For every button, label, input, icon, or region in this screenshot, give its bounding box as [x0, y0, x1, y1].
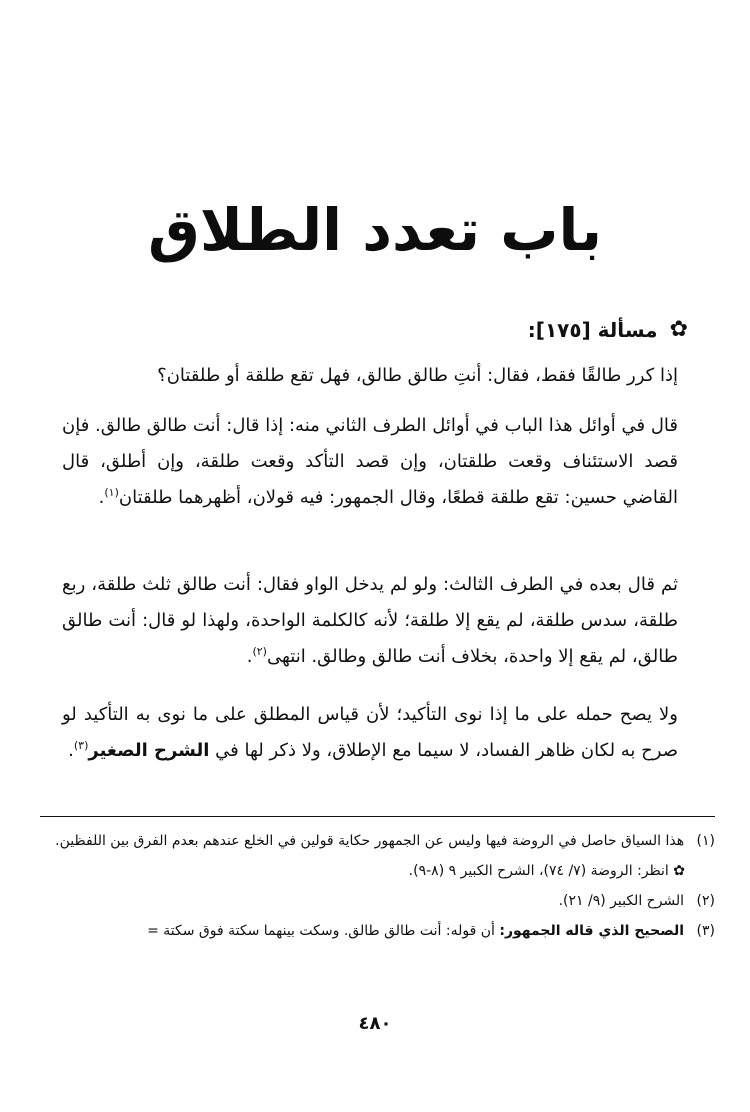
- footnote-bold-text: الصحيح الذي قاله الجمهور:: [499, 923, 685, 939]
- paragraph-question: [62, 358, 678, 394]
- flower-icon: ✿: [673, 863, 685, 879]
- page-number: ٤٨٠: [358, 1013, 392, 1034]
- footnotes: [40, 826, 715, 946]
- book-title: الشرح الصغير: [88, 740, 210, 761]
- paragraph-quote-1: [62, 408, 678, 516]
- footnote-number: (٢): [696, 893, 715, 909]
- footnote-ref: (٣): [73, 739, 89, 752]
- footnote-2: [40, 886, 715, 916]
- footnote-number: (١): [696, 833, 715, 849]
- continuation-mark: =: [147, 923, 159, 939]
- footnote-divider: [40, 816, 715, 817]
- paragraph-text: قال في أوائل هذا الباب في أوائل الطرف الثاني منه: إذا قال: أنت طالق طالق. فإن قصد الاستئناف وقعت طلقتان، وإن قصد التأكد وقعت طلقة، وإن أطلق، قال القاضي حسين: تقع طلقة قطعًا، وقال الجمهور: فيه قولان، أظهرهما طلقتان: [62, 415, 678, 508]
- paragraph-commentary: [62, 697, 678, 769]
- issue-label: مسألة [١٧٥]:: [527, 318, 658, 342]
- footnote-number: (٣): [696, 923, 715, 939]
- footnote-1: [40, 826, 715, 856]
- footnote-text: انظر: الروضة (٧/ ٧٤)، الشرح الكبير ٩ (٨-٩).: [408, 863, 669, 879]
- chapter-title: باب تعدد الطلاق: [147, 196, 603, 264]
- paragraph-end: .: [246, 646, 253, 667]
- paragraph-end: .: [68, 740, 74, 761]
- footnote-text: الشرح الكبير (٩/ ٢١).: [558, 893, 685, 909]
- footnote-3: [40, 916, 715, 946]
- footnote-ref: (٢): [252, 645, 267, 658]
- paragraph-end: .: [98, 487, 105, 508]
- paragraph-quote-2: [62, 567, 678, 675]
- paragraph-text: ثم قال بعده في الطرف الثالث: ولو لم يدخل الواو فقال: أنت طالق ثلث طلقة، ربع طلقة، سدس طلقة، لم يقع إلا طلقة؛ لأنه كالكلمة الواحدة، ولهذا لو قال: أنت طالق طالق، لم يقع إلا واحدة، بخلاف أنت طالق وطالق. انتهى: [62, 574, 678, 667]
- footnote-ref: (١): [104, 486, 119, 499]
- footnote-text: أن قوله: أنت طالق طالق. وسكت بينهما سكتة فوق سكتة: [163, 923, 495, 939]
- paragraph-text: ولا يصح حمله على ما إذا نوى التأكيد؛ لأن قياس المطلق على ما نوى به التأكيد لو صرح به لكان ظاهر الفساد، لا سيما مع الإطلاق، ولا ذكر لها في: [62, 704, 678, 761]
- flower-icon: ✿: [669, 317, 688, 342]
- paragraph-text: إذا كرر طالقًا فقط، فقال: أنتِ طالق طالق، فهل تقع طلقة أو طلقتان؟: [157, 365, 678, 386]
- issue-heading: [528, 318, 688, 342]
- footnote-text: هذا السياق حاصل في الروضة فيها وليس عن الجمهور حكاية قولين في الخلع عندهم بعدم الفرق بين اللفظين.: [55, 833, 685, 849]
- footnote-1-reference: [40, 856, 715, 886]
